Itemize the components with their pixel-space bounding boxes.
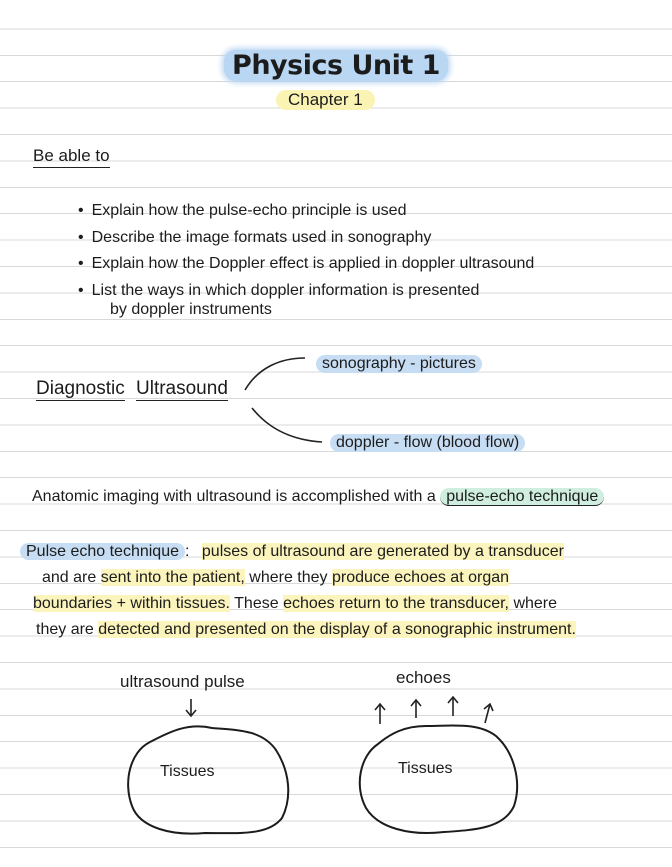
- term-colon: :: [185, 543, 190, 560]
- objective-text: Explain how the Doppler effect is applied in doppler ultrasound: [91, 255, 535, 272]
- down-arrow-icon: [186, 699, 196, 716]
- pulse-echo-text: detected and presented on the display of a sonographic instrument.: [98, 621, 576, 638]
- objectives-heading: Be able to: [33, 146, 110, 168]
- pulse-echo-text: where they: [249, 569, 328, 586]
- branch-doppler: doppler - flow (blood flow): [330, 434, 525, 452]
- tissue-blob-right: [360, 725, 517, 833]
- objective-continuation: by doppler instruments: [110, 301, 272, 318]
- ultrasound-word: Ultrasound: [136, 378, 228, 399]
- tissues-label-left: Tissues: [160, 763, 215, 780]
- echoes-label: echoes: [396, 668, 451, 687]
- pulse-echo-text: and are: [42, 569, 97, 586]
- pulse-echo-text: they are: [36, 621, 94, 638]
- pulse-echo-text: sent into the patient,: [100, 569, 245, 586]
- title-highlight: Physics Unit 1: [224, 50, 448, 81]
- branch-curve-top: [245, 358, 305, 390]
- anatomic-text: Anatomic imaging with ultrasound is accomplished with a: [32, 488, 436, 505]
- up-arrow-icon: [375, 704, 385, 724]
- up-arrow-icon: [448, 697, 458, 716]
- pulse-echo-text: echoes return to the transducer,: [283, 595, 509, 612]
- pulse-echo-text: produce echoes at organ: [332, 569, 510, 586]
- objective-text: Describe the image formats used in sonography: [91, 228, 432, 246]
- branch-curve-bottom: [252, 408, 322, 442]
- up-arrow-icon: [411, 700, 421, 718]
- branch-sonography: sonography - pictures: [316, 355, 482, 373]
- pulse-echo-text: These: [234, 595, 279, 612]
- tissues-label-right: Tissues: [398, 760, 453, 777]
- tissue-blob-left: [128, 726, 288, 833]
- up-arrow-icon: [484, 704, 493, 723]
- pulse-echo-text: where: [513, 595, 558, 612]
- pulse-echo-text: boundaries + within tissues.: [33, 595, 230, 612]
- objective-text: List the ways in which doppler information is presented: [91, 281, 480, 299]
- chapter-subtitle: Chapter 1: [276, 90, 375, 110]
- diagnostic-word: Diagnostic: [36, 378, 125, 399]
- pulse-echo-highlight: pulse-echo technique: [440, 488, 604, 506]
- ultrasound-pulse-label: ultrasound pulse: [120, 672, 245, 691]
- pulse-echo-text: pulses of ultrasound are generated by a transducer: [201, 543, 564, 560]
- objective-text: Explain how the pulse-echo principle is used: [91, 202, 407, 219]
- pulse-echo-term: Pulse echo technique: [20, 543, 185, 560]
